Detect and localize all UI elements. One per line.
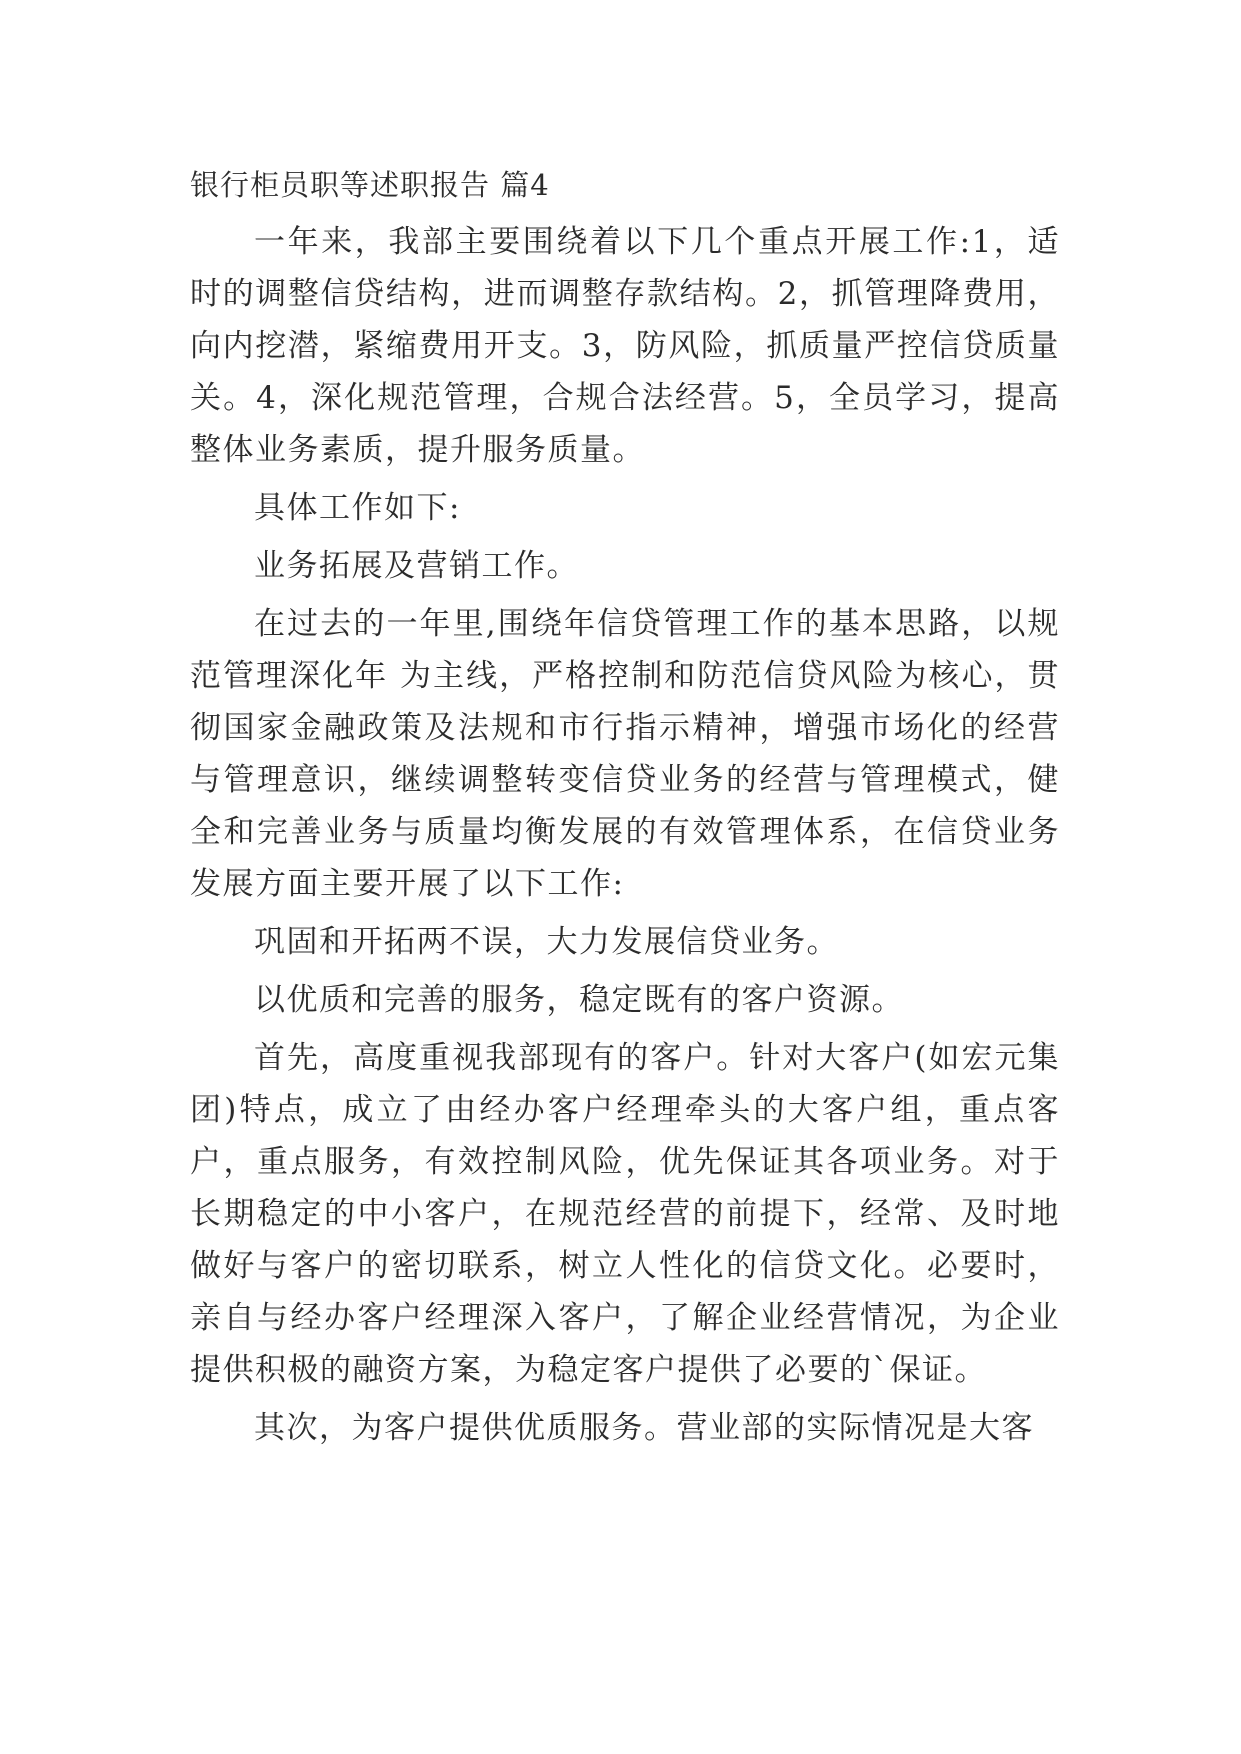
paragraph-specific-work: 具体工作如下: bbox=[254, 490, 461, 526]
paragraph-first: 首先，高度重视我部现有的客户。针对大客户(如宏元集团)特点，成立了由经办客户经理牵头的大客户组，重点客户，重点服务，有效控制风险，优先保证其各项业务。对于长期稳定的中小客户，在规范经营的前提下，经常、及时地做好与客户的密切联系，树立人性化的信贷文化。必要时，亲自与经办客户经理深入客户，了解企业经营情况，为企业提供积极的融资方案，为稳定客户提供了必要的`保证。 bbox=[190, 1040, 1060, 1388]
paragraph-business-marketing: 业务拓展及营销工作。 bbox=[254, 548, 579, 584]
document-title: 银行柜员职等述职报告 篇4 bbox=[190, 168, 550, 202]
paragraph-past-year: 在过去的一年里,围绕年信贷管理工作的基本思路，以规范管理深化年 为主线，严格控制和防范信贷风险为核心，贯彻国家金融政策及法规和市行指示精神，增强市场化的经营与管理意识，继续调整转变信贷业务的经营与管理模式，健全和完善业务与质量均衡发展的有效管理体系，在信贷业务发展方面主要开展了以下工作: bbox=[190, 606, 1060, 902]
paragraph-second: 其次，为客户提供优质服务。营业部的实际情况是大客 bbox=[254, 1410, 1034, 1446]
paragraph-quality-service: 以优质和完善的服务，稳定既有的客户资源。 bbox=[254, 982, 904, 1018]
paragraph-consolidate-expand: 巩固和开拓两不误，大力发展信贷业务。 bbox=[254, 924, 839, 960]
paragraph-work-focus: 一年来，我部主要围绕着以下几个重点开展工作:1，适时的调整信贷结构，进而调整存款结构。2，抓管理降费用，向内挖潜，紧缩费用开支。3，防风险，抓质量严控信贷质量关。4，深化规范管理，合规合法经营。5，全员学习，提高整体业务素质，提升服务质量。 bbox=[190, 224, 1060, 468]
document-body bbox=[190, 160, 1060, 1460]
